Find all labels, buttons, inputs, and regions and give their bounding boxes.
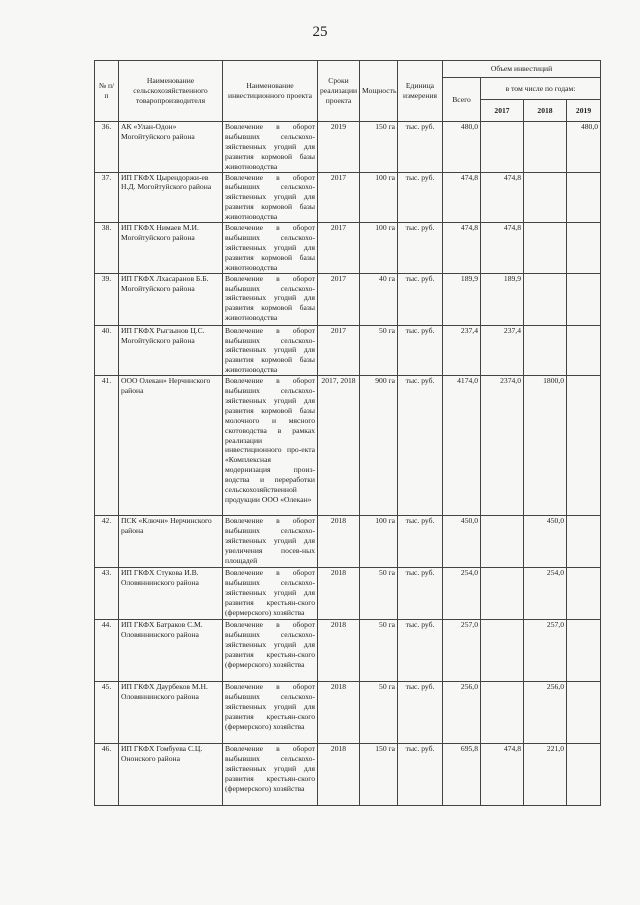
amount-2018: 1800,0 — [524, 376, 567, 516]
unit: тыс. руб. — [398, 744, 443, 806]
amount-2018 — [524, 172, 567, 223]
amount-2018: 257,0 — [524, 620, 567, 682]
header-including-years: в том числе по годам: — [481, 78, 601, 100]
project-term: 2017 — [318, 223, 360, 274]
total-amount: 189,9 — [443, 273, 481, 325]
header-year-2019: 2019 — [567, 100, 601, 122]
unit: тыс. руб. — [398, 568, 443, 620]
unit: тыс. руб. — [398, 273, 443, 325]
row-number: 40. — [95, 325, 119, 376]
table-row — [95, 744, 601, 806]
investment-table — [94, 60, 601, 806]
producer-name: ООО Олекан» Нерчинского района — [119, 376, 223, 516]
table-header — [95, 61, 601, 122]
amount-2019 — [567, 223, 601, 274]
amount-2017: 2374,0 — [481, 376, 524, 516]
capacity: 50 га — [360, 325, 398, 376]
row-number: 44. — [95, 620, 119, 682]
header-investment-volume: Объем инвестиций — [443, 61, 601, 78]
row-number: 36. — [95, 122, 119, 173]
project-term: 2018 — [318, 620, 360, 682]
amount-2017: 474,8 — [481, 172, 524, 223]
total-amount: 695,8 — [443, 744, 481, 806]
total-amount: 480,0 — [443, 122, 481, 173]
producer-name: ИП ГКФХ Даурбеков М.Н. Оловяннинского района — [119, 682, 223, 744]
header-terms: Сроки реализации проекта — [318, 61, 360, 122]
table-row — [95, 273, 601, 325]
amount-2019 — [567, 682, 601, 744]
page-number: 25 — [312, 24, 328, 40]
capacity: 50 га — [360, 620, 398, 682]
total-amount: 4174,0 — [443, 376, 481, 516]
project-name: Вовлечение в оборот выбывших сельскохо-зяйственных угодий для увеличения посев-ных площадей — [223, 516, 318, 568]
amount-2019 — [567, 273, 601, 325]
unit: тыс. руб. — [398, 376, 443, 516]
amount-2019 — [567, 172, 601, 223]
row-number: 43. — [95, 568, 119, 620]
project-name: Вовлечение в оборот выбывших сельскохо-зяйственных угодий для развития крестьян-ского (фермерского) хозяйства — [223, 682, 318, 744]
project-term: 2017 — [318, 325, 360, 376]
producer-name: ИП ГКФХ Стукова И.В. Оловяннинского района — [119, 568, 223, 620]
capacity: 50 га — [360, 682, 398, 744]
table-row — [95, 122, 601, 173]
row-number: 41. — [95, 376, 119, 516]
amount-2019 — [567, 376, 601, 516]
project-term: 2017 — [318, 273, 360, 325]
amount-2018 — [524, 122, 567, 173]
amount-2018 — [524, 273, 567, 325]
producer-name: АК «Улан-Одон» Могойтуйского района — [119, 122, 223, 173]
producer-name: ИП ГКФХ Цырендоржи-ев Н.Д. Могойтуйского района — [119, 172, 223, 223]
project-name: Вовлечение в оборот выбывших сельскохо-зяйственных угодий для развития кормовой базы животноводства — [223, 325, 318, 376]
header-total: Всего — [443, 78, 481, 122]
project-name: Вовлечение в оборот выбывших сельскохо-зяйственных угодий для развития крестьян-ского (фермерского) хозяйства — [223, 568, 318, 620]
header-year-2017: 2017 — [481, 100, 524, 122]
table-row — [95, 223, 601, 274]
amount-2017: 237,4 — [481, 325, 524, 376]
table-row — [95, 516, 601, 568]
header-project: Наименование инвестиционного проекта — [223, 61, 318, 122]
total-amount: 474,8 — [443, 223, 481, 274]
amount-2019: 480,0 — [567, 122, 601, 173]
project-name: Вовлечение в оборот выбывших сельскохо-зяйственных угодий для развития кормовой базы животноводства — [223, 172, 318, 223]
amount-2019 — [567, 620, 601, 682]
table-row — [95, 325, 601, 376]
project-name: Вовлечение в оборот выбывших сельскохо-зяйственных угодий для развития крестьян-ского (фермерского) хозяйства — [223, 744, 318, 806]
amount-2019 — [567, 744, 601, 806]
producer-name: ИП ГКФХ Лхасаранов Б.Б. Могойтуйского района — [119, 273, 223, 325]
producer-name: ИП ГКФХ Гомбуева С.Ц. Ононского района — [119, 744, 223, 806]
table-body — [95, 122, 601, 806]
total-amount: 254,0 — [443, 568, 481, 620]
project-name: Вовлечение в оборот выбывших сельскохо-зяйственных угодий для развития кормовой базы молочного и мясного скотоводства в рамках реализации инвестиционного про-екта «Комплексная модернизация произ-водства и переработки сельскохозяйственной продукции ООО «Олекан» — [223, 376, 318, 516]
amount-2018: 256,0 — [524, 682, 567, 744]
project-term: 2018 — [318, 744, 360, 806]
amount-2017: 474,8 — [481, 223, 524, 274]
amount-2018 — [524, 325, 567, 376]
amount-2019 — [567, 516, 601, 568]
amount-2017 — [481, 682, 524, 744]
capacity: 900 га — [360, 376, 398, 516]
amount-2017 — [481, 122, 524, 173]
amount-2017 — [481, 620, 524, 682]
amount-2017 — [481, 516, 524, 568]
unit: тыс. руб. — [398, 325, 443, 376]
project-term: 2019 — [318, 122, 360, 173]
row-number: 46. — [95, 744, 119, 806]
project-term: 2017 — [318, 172, 360, 223]
project-term: 2017, 2018 — [318, 376, 360, 516]
capacity: 40 га — [360, 273, 398, 325]
capacity: 50 га — [360, 568, 398, 620]
amount-2018: 450,0 — [524, 516, 567, 568]
header-unit: Единица измерения — [398, 61, 443, 122]
unit: тыс. руб. — [398, 620, 443, 682]
table-row — [95, 682, 601, 744]
header-year-2018: 2018 — [524, 100, 567, 122]
row-number: 38. — [95, 223, 119, 274]
total-amount: 257,0 — [443, 620, 481, 682]
amount-2017: 474,8 — [481, 744, 524, 806]
amount-2019 — [567, 325, 601, 376]
table-row — [95, 620, 601, 682]
header-producer: Наименование сельскохозяйственного товаропроизводителя — [119, 61, 223, 122]
amount-2019 — [567, 568, 601, 620]
project-term: 2018 — [318, 516, 360, 568]
amount-2017: 189,9 — [481, 273, 524, 325]
amount-2018: 221,0 — [524, 744, 567, 806]
project-term: 2018 — [318, 568, 360, 620]
capacity: 150 га — [360, 122, 398, 173]
project-name: Вовлечение в оборот выбывших сельскохо-зяйственных угодий для развития кормовой базы животноводства — [223, 273, 318, 325]
producer-name: ИП ГКФХ Рыгзынов Ц.С. Могойтуйского района — [119, 325, 223, 376]
capacity: 100 га — [360, 223, 398, 274]
producer-name: ИП ГКФХ Нимаев М.И. Могойтуйского района — [119, 223, 223, 274]
project-name: Вовлечение в оборот выбывших сельскохо-зяйственных угодий для развития кормовой базы животноводства — [223, 223, 318, 274]
table-row — [95, 172, 601, 223]
project-term: 2018 — [318, 682, 360, 744]
unit: тыс. руб. — [398, 516, 443, 568]
producer-name: ПСК «Ключи» Нерчинского района — [119, 516, 223, 568]
total-amount: 256,0 — [443, 682, 481, 744]
unit: тыс. руб. — [398, 122, 443, 173]
unit: тыс. руб. — [398, 682, 443, 744]
unit: тыс. руб. — [398, 172, 443, 223]
capacity: 150 га — [360, 744, 398, 806]
capacity: 100 га — [360, 516, 398, 568]
amount-2017 — [481, 568, 524, 620]
total-amount: 450,0 — [443, 516, 481, 568]
producer-name: ИП ГКФХ Батраков С.М. Оловяннинского района — [119, 620, 223, 682]
unit: тыс. руб. — [398, 223, 443, 274]
total-amount: 474,8 — [443, 172, 481, 223]
header-no: № п/п — [95, 61, 119, 122]
row-number: 37. — [95, 172, 119, 223]
amount-2018 — [524, 223, 567, 274]
amount-2018: 254,0 — [524, 568, 567, 620]
table-row — [95, 568, 601, 620]
capacity: 100 га — [360, 172, 398, 223]
header-capacity: Мощность — [360, 61, 398, 122]
row-number: 45. — [95, 682, 119, 744]
table-row — [95, 376, 601, 516]
project-name: Вовлечение в оборот выбывших сельскохо-зяйственных угодий для развития крестьян-ского (фермерского) хозяйства — [223, 620, 318, 682]
row-number: 39. — [95, 273, 119, 325]
total-amount: 237,4 — [443, 325, 481, 376]
row-number: 42. — [95, 516, 119, 568]
project-name: Вовлечение в оборот выбывших сельскохо-зяйственных угодий для развития кормовой базы животноводства — [223, 122, 318, 173]
